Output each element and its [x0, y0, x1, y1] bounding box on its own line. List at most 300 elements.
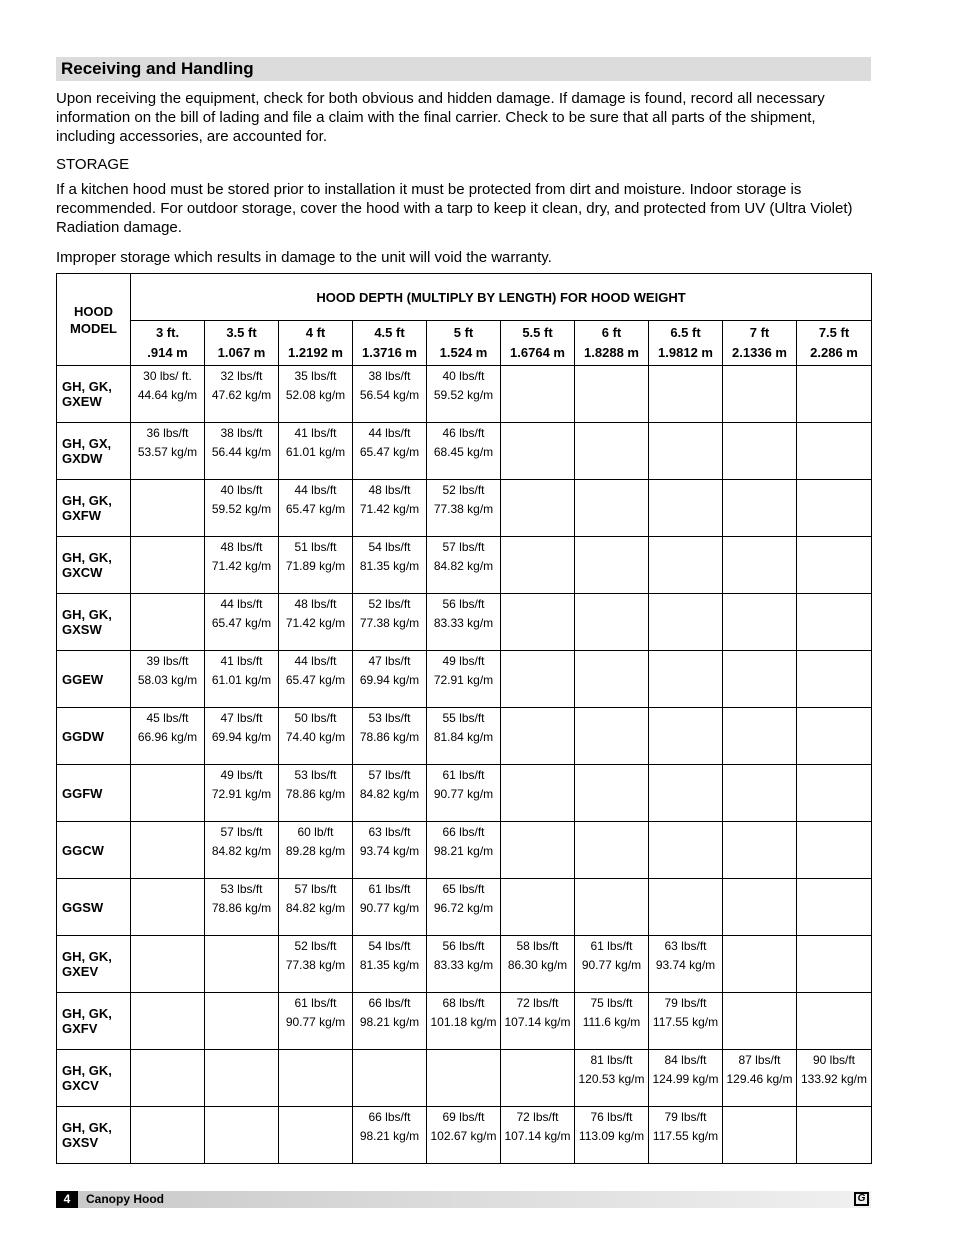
weight-cell [649, 1050, 723, 1107]
page-number: 4 [56, 1191, 78, 1208]
weight-cell [501, 936, 575, 993]
weight-kg: 52.08 kg/m [285, 388, 346, 402]
weight-cell [353, 879, 427, 936]
weight-lbs: 61 lbs/ft [368, 882, 411, 896]
weight-cell [427, 1107, 501, 1164]
weight-cell [131, 423, 205, 480]
weight-cell [427, 366, 501, 423]
weight-lbs: 41 lbs/ft [294, 426, 337, 440]
weight-lbs: 61 lbs/ft [294, 996, 337, 1010]
weight-kg: 89.28 kg/m [285, 844, 346, 858]
weight-cell [427, 708, 501, 765]
weight-lbs: 65 lbs/ft [442, 882, 485, 896]
weight-cell [131, 822, 205, 879]
weight-cell [131, 480, 205, 537]
weight-lbs: 48 lbs/ft [368, 483, 411, 497]
column-feet: 3 ft. [155, 325, 180, 340]
weight-cell [279, 879, 353, 936]
weight-cell [131, 366, 205, 423]
weight-cell [575, 879, 649, 936]
column-meters: 1.8288 m [584, 345, 639, 360]
column-feet: 7.5 ft [818, 325, 850, 340]
weight-cell [797, 423, 872, 480]
weight-cell [575, 594, 649, 651]
hood-model: GGFW [57, 765, 131, 822]
weight-cell [723, 879, 797, 936]
weight-lbs: 38 lbs/ft [368, 369, 411, 383]
table-row [57, 1050, 872, 1107]
weight-cell [279, 1107, 353, 1164]
weight-kg: 59.52 kg/m [433, 388, 494, 402]
weight-cell [501, 822, 575, 879]
weight-cell [427, 537, 501, 594]
weight-cell [353, 594, 427, 651]
column-feet: 5 ft [453, 325, 474, 340]
column-meters: 2.1336 m [732, 345, 787, 360]
weight-lbs: 63 lbs/ft [368, 825, 411, 839]
weight-cell [723, 1107, 797, 1164]
weight-cell [723, 423, 797, 480]
weight-cell [427, 993, 501, 1050]
weight-cell [575, 480, 649, 537]
weight-cell [797, 366, 872, 423]
weight-cell [353, 537, 427, 594]
hood-model: GGEW [57, 651, 131, 708]
weight-cell [131, 765, 205, 822]
weight-lbs: 53 lbs/ft [220, 882, 263, 896]
weight-kg: 113.09 kg/m [578, 1129, 645, 1143]
weight-cell [131, 993, 205, 1050]
weight-cell [649, 708, 723, 765]
weight-lbs: 63 lbs/ft [664, 939, 707, 953]
table-row [57, 879, 872, 936]
table-row [57, 936, 872, 993]
weight-lbs: 54 lbs/ft [368, 540, 411, 554]
weight-cell [723, 708, 797, 765]
storage-paragraph: If a kitchen hood must be stored prior to installation it must be protected from dirt and moisture. Indoor storage is recommended. For outdoor storage, cover the hood with a tarp to keep it clean, dry, and protected from UV (Ultra Violet) Radiation damage. [56, 181, 853, 236]
weight-cell [575, 822, 649, 879]
weight-kg: 117.55 kg/m [652, 1129, 719, 1143]
weight-lbs: 69 lbs/ft [442, 1110, 485, 1124]
weight-cell [575, 423, 649, 480]
weight-lbs: 57 lbs/ft [368, 768, 411, 782]
weight-cell [649, 936, 723, 993]
weight-cell [723, 366, 797, 423]
weight-cell [205, 1107, 279, 1164]
weight-cell [501, 708, 575, 765]
weight-kg: 101.18 kg/m [430, 1015, 497, 1029]
weight-cell [353, 1050, 427, 1107]
weight-lbs: 44 lbs/ft [368, 426, 411, 440]
column-header [501, 321, 575, 366]
weight-kg: 133.92 kg/m [800, 1072, 868, 1086]
column-meters: 1.524 m [439, 345, 488, 360]
weight-lbs: 52 lbs/ft [294, 939, 337, 953]
hood-model: GH, GK, GXCW [57, 537, 131, 594]
hood-model: GH, GK, GXFV [57, 993, 131, 1050]
weight-lbs: 40 lbs/ft [442, 369, 485, 383]
weight-cell [797, 537, 872, 594]
footer-title: Canopy Hood [86, 1192, 164, 1206]
weight-kg: 90.77 kg/m [359, 901, 420, 915]
column-feet: 6.5 ft [670, 325, 701, 340]
column-meters: 1.3716 m [362, 345, 417, 360]
weight-cell [131, 708, 205, 765]
weight-kg: 111.6 kg/m [582, 1015, 641, 1029]
weight-kg: 96.72 kg/m [433, 901, 494, 915]
weight-cell [279, 537, 353, 594]
weight-lbs: 47 lbs/ft [220, 711, 263, 725]
weight-lbs: 66 lbs/ft [368, 996, 411, 1010]
weight-kg: 98.21 kg/m [433, 844, 494, 858]
weight-cell [427, 594, 501, 651]
table-row [57, 423, 872, 480]
weight-cell [501, 537, 575, 594]
weight-kg: 61.01 kg/m [285, 445, 346, 459]
weight-kg: 81.35 kg/m [359, 559, 420, 573]
weight-lbs: 49 lbs/ft [220, 768, 263, 782]
weight-kg: 72.91 kg/m [211, 787, 272, 801]
weight-kg: 77.38 kg/m [359, 616, 420, 630]
weight-cell [797, 594, 872, 651]
weight-cell [427, 879, 501, 936]
weight-lbs: 52 lbs/ft [442, 483, 485, 497]
weight-cell [279, 708, 353, 765]
weight-kg: 98.21 kg/m [359, 1129, 420, 1143]
weight-lbs: 61 lbs/ft [590, 939, 633, 953]
weight-cell [501, 366, 575, 423]
weight-cell [279, 480, 353, 537]
weight-cell [575, 651, 649, 708]
weight-cell [501, 879, 575, 936]
weight-kg: 78.86 kg/m [285, 787, 346, 801]
weight-cell [131, 936, 205, 993]
weight-lbs: 66 lbs/ft [442, 825, 485, 839]
weight-cell [723, 480, 797, 537]
weight-cell [501, 423, 575, 480]
weight-lbs: 51 lbs/ft [294, 540, 337, 554]
weight-cell [205, 423, 279, 480]
column-feet: 7 ft [749, 325, 770, 340]
weight-cell [353, 993, 427, 1050]
weight-cell [575, 936, 649, 993]
hood-model: GH, GK, GXFW [57, 480, 131, 537]
weight-kg: 47.62 kg/m [211, 388, 272, 402]
brand-logo-icon: G [854, 1192, 869, 1206]
weight-cell [649, 594, 723, 651]
weight-kg: 56.54 kg/m [359, 388, 420, 402]
column-header [205, 321, 279, 366]
weight-cell [279, 651, 353, 708]
weight-lbs: 56 lbs/ft [442, 939, 485, 953]
column-header [575, 321, 649, 366]
intro-paragraph: Upon receiving the equipment, check for both obvious and hidden damage. If damage is found, record all necessary information on the bill of lading and file a claim with the final carrier. Check to be sure that all parts of the shipment, including accessories, are accounted for. [56, 90, 825, 145]
weight-kg: 72.91 kg/m [433, 673, 494, 687]
weight-kg: 90.77 kg/m [433, 787, 494, 801]
weight-lbs: 84 lbs/ft [664, 1053, 707, 1067]
weight-kg: 66.96 kg/m [137, 730, 198, 744]
weight-cell [723, 936, 797, 993]
hood-weight-table [56, 273, 872, 1164]
weight-lbs: 39 lbs/ft [146, 654, 189, 668]
column-header [427, 321, 501, 366]
weight-lbs: 52 lbs/ft [368, 597, 411, 611]
weight-cell [575, 366, 649, 423]
weight-cell [279, 366, 353, 423]
weight-kg: 71.42 kg/m [359, 502, 420, 516]
storage-heading: STORAGE [56, 156, 130, 173]
weight-lbs: 49 lbs/ft [442, 654, 485, 668]
weight-kg: 93.74 kg/m [655, 958, 716, 972]
weight-lbs: 41 lbs/ft [220, 654, 263, 668]
weight-cell [205, 480, 279, 537]
weight-kg: 83.33 kg/m [433, 616, 494, 630]
weight-cell [723, 765, 797, 822]
weight-lbs: 68 lbs/ft [442, 996, 485, 1010]
warranty-paragraph: Improper storage which results in damage to the unit will void the warranty. [56, 249, 552, 266]
weight-cell [205, 366, 279, 423]
column-meters: 1.2192 m [288, 345, 343, 360]
weight-cell [427, 765, 501, 822]
weight-cell [353, 765, 427, 822]
weight-cell [575, 1050, 649, 1107]
weight-cell [427, 651, 501, 708]
weight-kg: 59.52 kg/m [211, 502, 272, 516]
weight-kg: 68.45 kg/m [433, 445, 494, 459]
weight-cell [649, 537, 723, 594]
weight-cell [797, 936, 872, 993]
weight-kg: 81.35 kg/m [359, 958, 420, 972]
table-row [57, 480, 872, 537]
hood-model: GGDW [57, 708, 131, 765]
weight-cell [205, 708, 279, 765]
weight-kg: 129.46 kg/m [726, 1072, 793, 1086]
weight-cell [649, 651, 723, 708]
hood-model: GH, GK, GXSV [57, 1107, 131, 1164]
weight-kg: 71.42 kg/m [211, 559, 272, 573]
weight-kg: 86.30 kg/m [507, 958, 568, 972]
weight-cell [575, 765, 649, 822]
weight-cell [797, 993, 872, 1050]
weight-lbs: 50 lbs/ft [294, 711, 337, 725]
weight-cell [279, 594, 353, 651]
weight-kg: 120.53 kg/m [578, 1072, 645, 1086]
weight-lbs: 53 lbs/ft [368, 711, 411, 725]
weight-cell [797, 765, 872, 822]
table-body [57, 366, 872, 1164]
weight-kg: 71.89 kg/m [285, 559, 346, 573]
table-row [57, 822, 872, 879]
weight-kg: 77.38 kg/m [433, 502, 494, 516]
depth-header: HOOD DEPTH (MULTIPLY BY LENGTH) FOR HOOD WEIGHT [131, 274, 872, 321]
weight-cell [723, 594, 797, 651]
weight-kg: 61.01 kg/m [211, 673, 272, 687]
weight-lbs: 72 lbs/ft [516, 1110, 559, 1124]
hood-model: GH, GK, GXEW [57, 366, 131, 423]
weight-kg: 65.47 kg/m [359, 445, 420, 459]
weight-lbs: 40 lbs/ft [220, 483, 263, 497]
weight-cell [649, 765, 723, 822]
weight-kg: 107.14 kg/m [504, 1129, 571, 1143]
weight-cell [131, 537, 205, 594]
weight-cell [353, 822, 427, 879]
weight-kg: 65.47 kg/m [211, 616, 272, 630]
weight-cell [797, 480, 872, 537]
weight-lbs: 35 lbs/ft [294, 369, 337, 383]
weight-kg: 107.14 kg/m [504, 1015, 571, 1029]
weight-cell [723, 537, 797, 594]
weight-cell [501, 651, 575, 708]
column-header-row [57, 321, 872, 366]
weight-cell [723, 993, 797, 1050]
weight-lbs: 57 lbs/ft [294, 882, 337, 896]
weight-cell [501, 594, 575, 651]
hood-model: GGCW [57, 822, 131, 879]
weight-cell [649, 1107, 723, 1164]
weight-lbs: 87 lbs/ft [738, 1053, 781, 1067]
weight-cell [723, 651, 797, 708]
weight-cell [131, 1050, 205, 1107]
model-header: HOOD MODEL [57, 274, 131, 366]
weight-cell [427, 822, 501, 879]
weight-kg: 58.03 kg/m [137, 673, 198, 687]
weight-cell [353, 708, 427, 765]
weight-cell [205, 651, 279, 708]
column-feet: 5.5 ft [522, 325, 553, 340]
hood-model: GH, GK, GXCV [57, 1050, 131, 1107]
hood-model: GH, GK, GXEV [57, 936, 131, 993]
weight-cell [353, 423, 427, 480]
column-header [279, 321, 353, 366]
weight-cell [427, 936, 501, 993]
column-header [131, 321, 205, 366]
weight-lbs: 30 lbs/ ft. [143, 369, 192, 383]
weight-cell [501, 765, 575, 822]
weight-lbs: 72 lbs/ft [516, 996, 559, 1010]
weight-kg: 65.47 kg/m [285, 673, 346, 687]
weight-lbs: 32 lbs/ft [220, 369, 263, 383]
weight-lbs: 90 lbs/ft [812, 1053, 856, 1067]
weight-cell [649, 993, 723, 1050]
weight-cell [205, 1050, 279, 1107]
weight-lbs: 58 lbs/ft [516, 939, 559, 953]
weight-lbs: 55 lbs/ft [442, 711, 485, 725]
weight-cell [279, 822, 353, 879]
footer [56, 1191, 871, 1208]
weight-cell [353, 651, 427, 708]
column-header [723, 321, 797, 366]
weight-lbs: 46 lbs/ft [442, 426, 485, 440]
weight-cell [797, 879, 872, 936]
table-row [57, 1107, 872, 1164]
weight-cell [279, 993, 353, 1050]
column-feet: 4 ft [305, 325, 326, 340]
table-row [57, 366, 872, 423]
table-row [57, 537, 872, 594]
weight-lbs: 53 lbs/ft [294, 768, 337, 782]
weight-cell [723, 1050, 797, 1107]
weight-cell [575, 708, 649, 765]
weight-lbs: 48 lbs/ft [220, 540, 263, 554]
weight-cell [501, 1107, 575, 1164]
weight-kg: 102.67 kg/m [430, 1129, 497, 1143]
weight-kg: 98.21 kg/m [359, 1015, 420, 1029]
weight-kg: 78.86 kg/m [359, 730, 420, 744]
weight-lbs: 79 lbs/ft [664, 996, 707, 1010]
weight-cell [131, 594, 205, 651]
weight-cell [205, 936, 279, 993]
weight-cell [205, 822, 279, 879]
weight-cell [723, 822, 797, 879]
weight-kg: 90.77 kg/m [285, 1015, 346, 1029]
weight-kg: 90.77 kg/m [581, 958, 642, 972]
weight-kg: 124.99 kg/m [652, 1072, 719, 1086]
weight-cell [649, 822, 723, 879]
weight-kg: 77.38 kg/m [285, 958, 346, 972]
weight-kg: 69.94 kg/m [359, 673, 420, 687]
column-meters: 1.067 m [217, 345, 266, 360]
weight-cell [797, 1107, 872, 1164]
column-feet: 4.5 ft [374, 325, 405, 340]
table-row [57, 594, 872, 651]
column-meters: 2.286 m [810, 345, 858, 360]
hood-model: GGSW [57, 879, 131, 936]
weight-kg: 84.82 kg/m [285, 901, 346, 915]
weight-cell [427, 1050, 501, 1107]
weight-cell [353, 1107, 427, 1164]
hood-model: GH, GX, GXDW [57, 423, 131, 480]
weight-cell [131, 651, 205, 708]
weight-cell [205, 993, 279, 1050]
weight-kg: 53.57 kg/m [137, 445, 198, 459]
weight-kg: 56.44 kg/m [211, 445, 272, 459]
weight-lbs: 44 lbs/ft [220, 597, 263, 611]
weight-kg: 83.33 kg/m [433, 958, 494, 972]
weight-kg: 44.64 kg/m [137, 388, 198, 402]
weight-kg: 65.47 kg/m [285, 502, 346, 516]
weight-cell [501, 480, 575, 537]
weight-kg: 84.82 kg/m [433, 559, 494, 573]
weight-kg: 74.40 kg/m [285, 730, 346, 744]
column-meters: 1.9812 m [658, 345, 713, 360]
section-header [56, 57, 871, 81]
weight-cell [205, 879, 279, 936]
weight-lbs: 56 lbs/ft [442, 597, 485, 611]
weight-cell [353, 480, 427, 537]
column-meters: .914 m [147, 345, 188, 360]
weight-lbs: 61 lbs/ft [442, 768, 485, 782]
weight-cell [427, 423, 501, 480]
weight-cell [501, 1050, 575, 1107]
weight-kg: 78.86 kg/m [211, 901, 272, 915]
column-header [649, 321, 723, 366]
weight-cell [575, 1107, 649, 1164]
column-feet: 3.5 ft [226, 325, 257, 340]
table-row [57, 993, 872, 1050]
weight-lbs: 57 lbs/ft [442, 540, 485, 554]
weight-cell [131, 1107, 205, 1164]
column-meters: 1.6764 m [510, 345, 565, 360]
hood-model: GH, GK, GXSW [57, 594, 131, 651]
weight-lbs: 48 lbs/ft [294, 597, 337, 611]
weight-cell [131, 879, 205, 936]
weight-lbs: 76 lbs/ft [590, 1110, 633, 1124]
weight-lbs: 47 lbs/ft [368, 654, 411, 668]
weight-kg: 117.55 kg/m [652, 1015, 719, 1029]
table-row [57, 765, 872, 822]
weight-kg: 84.82 kg/m [211, 844, 272, 858]
table-row [57, 651, 872, 708]
